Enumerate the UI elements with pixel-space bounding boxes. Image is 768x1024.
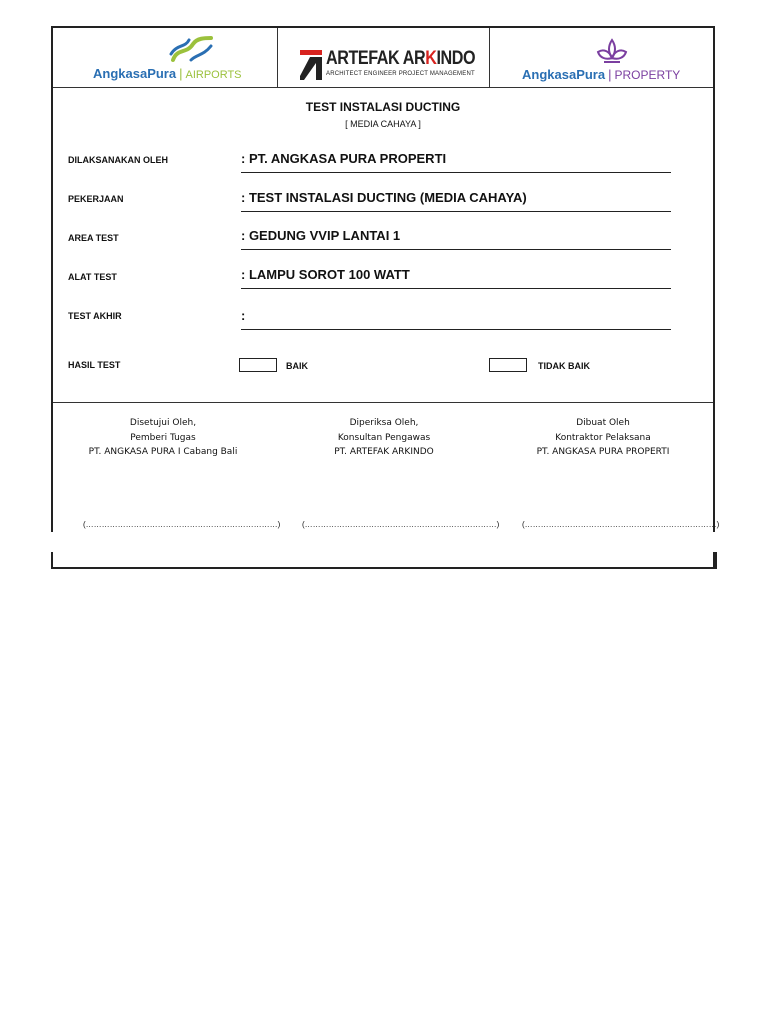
signature-3-line2: Kontraktor Pelaksana [555, 432, 651, 443]
logo-left-separator: | [179, 66, 183, 81]
logo-header [53, 28, 713, 88]
logo-left-sub: AIRPORTS [185, 69, 242, 81]
signature-3-line1: Dibuat Oleh [576, 418, 630, 428]
document-subtitle: [ MEDIA CAHAYA ] [345, 119, 421, 129]
field-value-test-akhir: : [241, 308, 671, 330]
field-label-hasil-test: HASIL TEST [68, 360, 121, 370]
logo-cell-property [490, 28, 715, 87]
field-value-pekerjaan: : TEST INSTALASI DUCTING (MEDIA CAHAYA) [241, 190, 671, 212]
signature-1-line1: Disetujui Oleh, [129, 418, 197, 428]
form-frame-bottom [51, 552, 717, 569]
logo-right-separator: | [608, 67, 612, 82]
checkbox-tidak-baik[interactable] [489, 358, 527, 372]
field-label-alat-test: ALAT TEST [68, 272, 117, 282]
logo-center-tagline: ARCHITECT ENGINEER PROJECT MANAGEMENT [326, 71, 475, 77]
field-label-dilaksanakan-oleh: DILAKSANAKAN OLEH [68, 155, 168, 165]
checkbox-label-baik: BAIK [286, 361, 308, 371]
signature-1-line2: Pemberi Tugas [130, 432, 196, 443]
logo-center-main: ARTEFAK AR [326, 48, 426, 69]
angkasa-pura-property-logo [522, 67, 680, 82]
field-value-area-test: : GEDUNG VVIP LANTAI 1 [241, 228, 671, 250]
signature-2-line3: PT. ARTEFAK ARKINDO [334, 447, 434, 457]
logo-right-brand: AngkasaPura [522, 67, 606, 82]
artefak-arkindo-logo [326, 48, 475, 70]
signature-blank-pemberi-tugas: (………………………………………………………………) [83, 520, 281, 529]
logo-center-accent: K [425, 48, 437, 69]
logo-center-end: INDO [436, 48, 476, 69]
signature-1-line3: PT. ANGKASA PURA I Cabang Bali [88, 447, 238, 457]
field-label-test-akhir: TEST AKHIR [68, 311, 122, 321]
angkasa-pura-property-logo-icon [594, 38, 630, 66]
artefak-arkindo-logo-icon [300, 50, 322, 80]
angkasa-pura-airports-logo-icon [167, 34, 215, 64]
signature-divider [53, 402, 713, 403]
field-value-dilaksanakan-oleh: : PT. ANGKASA PURA PROPERTI [241, 151, 671, 173]
signature-3-line3: PT. ANGKASA PURA PROPERTI [536, 447, 670, 457]
signature-2-line2: Konsultan Pengawas [337, 432, 431, 443]
signature-block-pemberi-tugas [53, 416, 273, 460]
checkbox-label-tidak-baik: TIDAK BAIK [538, 361, 590, 371]
checkbox-baik[interactable] [239, 358, 277, 372]
logo-right-sub: PROPERTY [614, 68, 681, 82]
logo-left-brand: AngkasaPura [93, 66, 177, 81]
field-label-pekerjaan: PEKERJAAN [68, 194, 124, 204]
logo-cell-airports [53, 28, 278, 87]
signature-block-konsultan [274, 416, 494, 460]
logo-cell-arkindo [278, 28, 490, 87]
page-break-gap [40, 532, 730, 552]
document-title: TEST INSTALASI DUCTING [305, 100, 461, 114]
signature-blank-konsultan: (………………………………………………………………) [302, 520, 500, 529]
signature-2-line1: Diperiksa Oleh, [349, 418, 419, 428]
signature-blank-kontraktor: (………………………………………………………………) [522, 520, 720, 529]
form-frame [51, 26, 720, 567]
field-value-alat-test: : LAMPU SOROT 100 WATT [241, 267, 671, 289]
signature-block-kontraktor [493, 416, 713, 460]
angkasa-pura-airports-logo [93, 66, 242, 81]
field-label-area-test: AREA TEST [68, 233, 119, 243]
